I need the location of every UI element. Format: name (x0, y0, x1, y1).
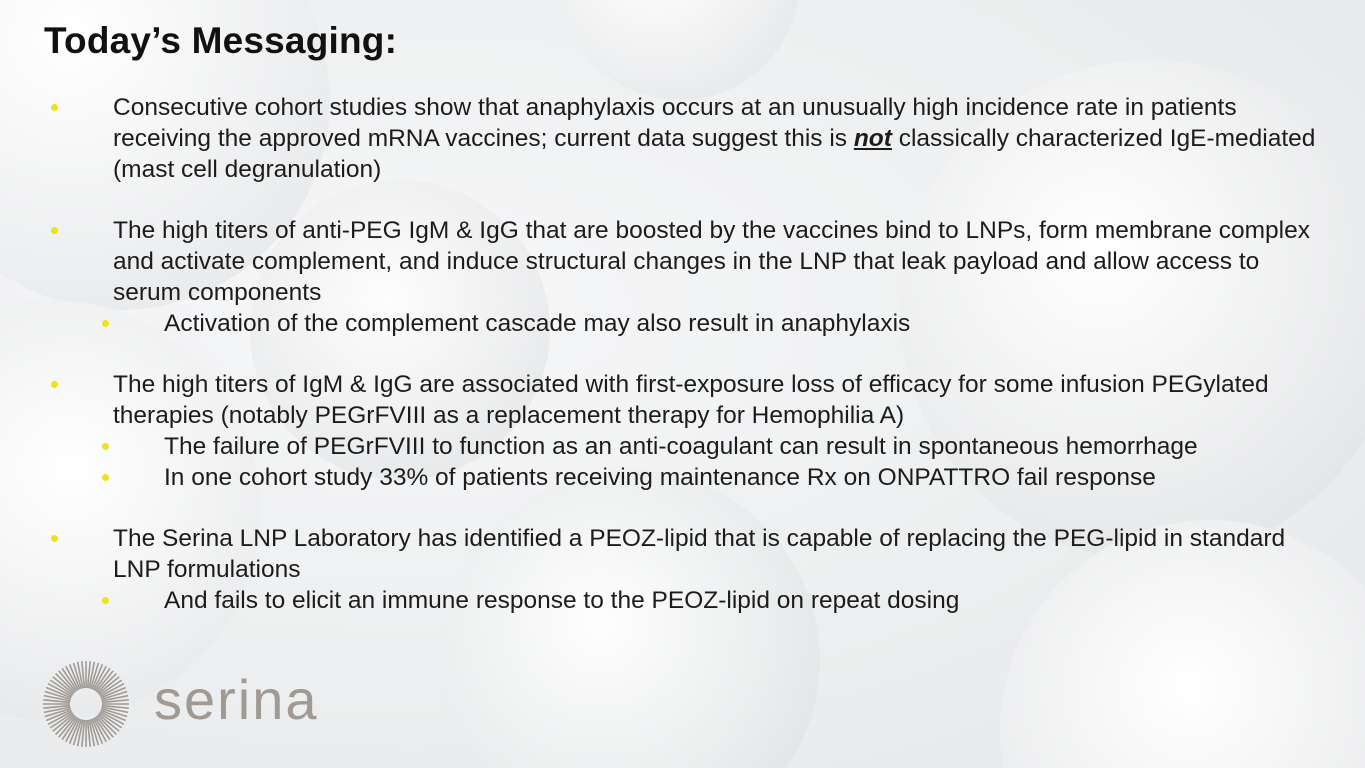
bullet-text: The high titers of anti-PEG IgM & IgG that are boosted by the vaccines bind to LNPs, form membrane complex and activate complement, and induce structural changes in the LNP that leak payload and allow access to serum components (113, 217, 1310, 306)
bullet-text: The failure of PEGrFVIII to function as an anti-coagulant can result in spontaneous hemorrhage (164, 433, 1198, 460)
sunburst-icon (42, 660, 130, 748)
bullet-item-loss-of-efficacy (0, 369, 1330, 431)
bullet-dot-icon (102, 597, 109, 604)
sub-bullet-item-onpattro (0, 462, 1330, 493)
bullet-item-anti-peg-titers (0, 215, 1330, 308)
sub-bullet-item-hemorrhage (0, 431, 1330, 462)
bullet-text: Activation of the complement cascade may also result in anaphylaxis (164, 310, 911, 337)
bullet-text: Consecutive cohort studies show that anaphylaxis occurs at an unusually high incidence rate in patients receiving the approved mRNA vaccines; current data suggest this is (113, 94, 1237, 152)
bullet-dot-icon (102, 320, 109, 327)
bullet-text: In one cohort study 33% of patients receiving maintenance Rx on ONPATTRO fail response (164, 464, 1156, 491)
bullet-list (0, 92, 1330, 616)
slide-title: Today’s Messaging: (44, 20, 398, 61)
bullet-dot-icon (51, 381, 58, 388)
serina-logo (42, 660, 319, 748)
bullet-text: The high titers of IgM & IgG are associated with first-exposure loss of efficacy for some infusion PEGylated therapies (notably PEGrFVIII as a replacement therapy for Hemophilia A) (113, 371, 1269, 429)
logo-wordmark: serina (154, 668, 319, 731)
sub-bullet-item-repeat-dosing (0, 585, 1330, 616)
bullet-text: classically characterized IgE-mediated (mast cell degranulation) (113, 125, 1316, 183)
emphasis-text: not (853, 125, 892, 152)
sub-bullet-item-complement (0, 308, 1330, 339)
bullet-dot-icon (102, 443, 109, 450)
bullet-dot-icon (51, 104, 58, 111)
bullet-dot-icon (102, 474, 109, 481)
bullet-item-peoz-lipid (0, 523, 1330, 585)
bullet-dot-icon (51, 227, 58, 234)
bullet-text: The Serina LNP Laboratory has identified a PEOZ-lipid that is capable of replacing the PEG-lipid in standard LNP formulations (113, 525, 1286, 583)
bullet-item-anaphylaxis (0, 92, 1330, 185)
bullet-text: And fails to elicit an immune response to the PEOZ-lipid on repeat dosing (164, 587, 960, 614)
bullet-dot-icon (51, 535, 58, 542)
